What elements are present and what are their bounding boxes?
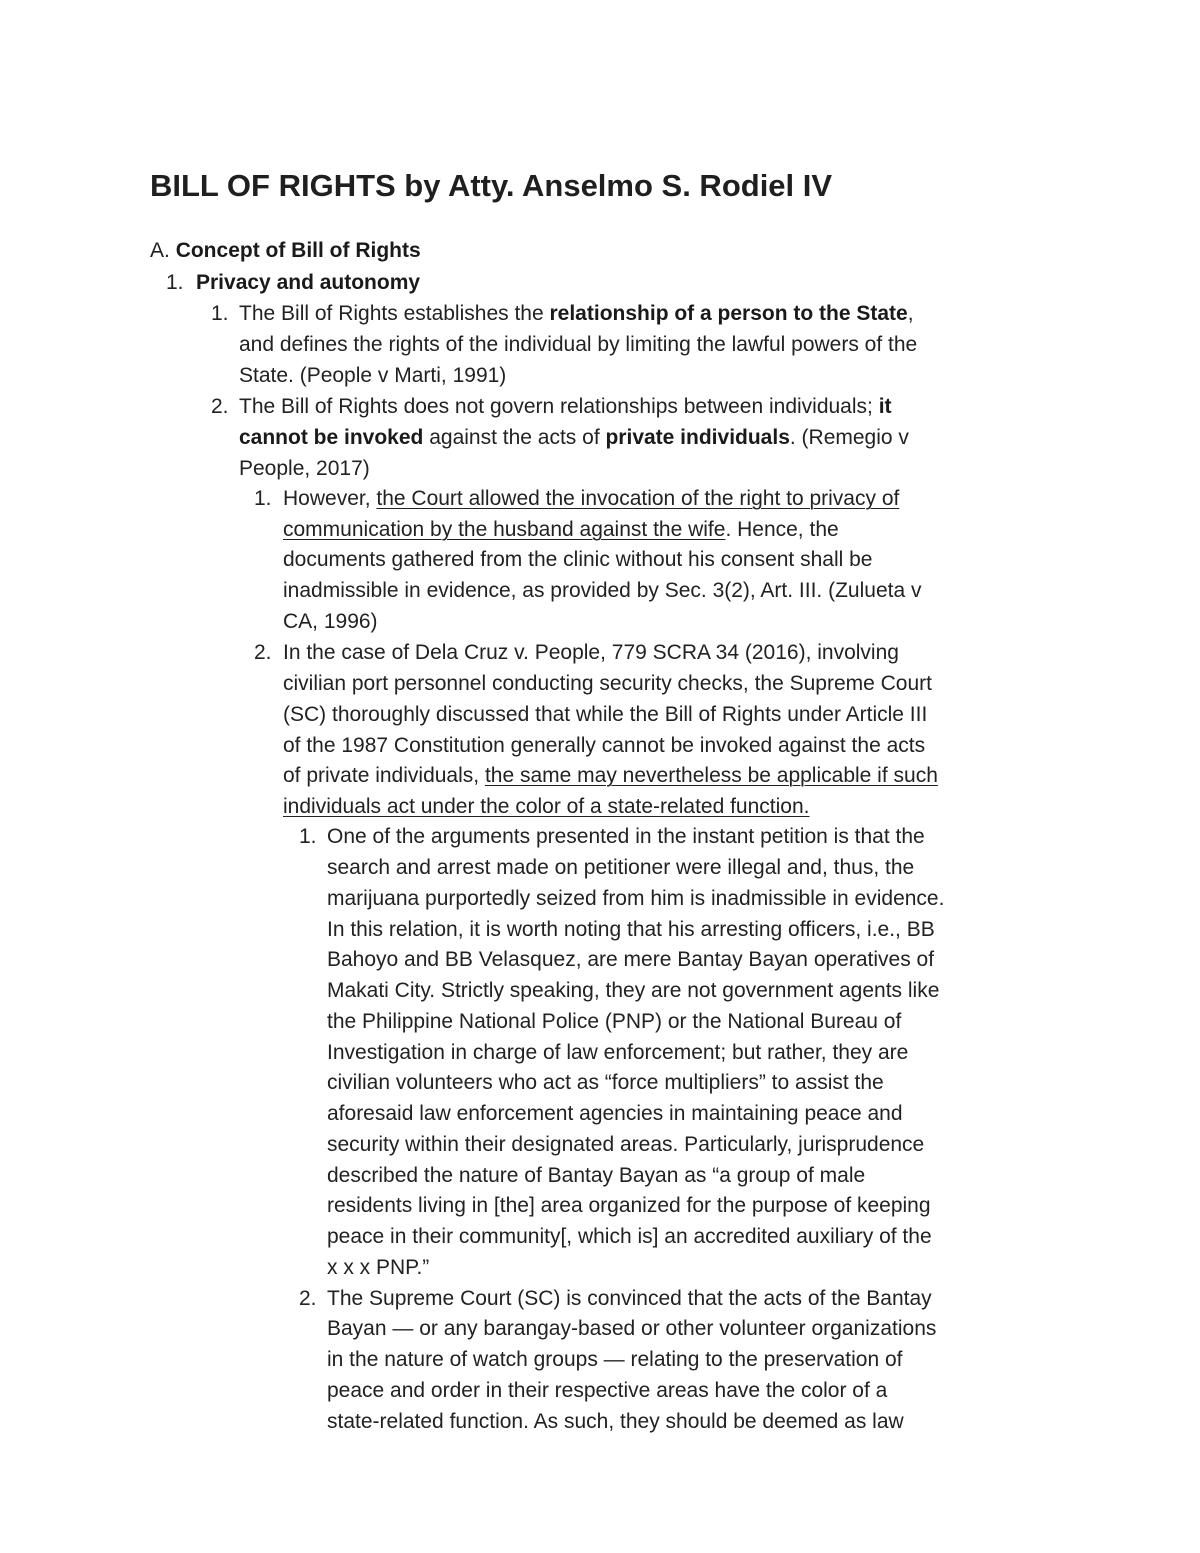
text-run: However, — [283, 487, 377, 510]
item-1-2-2-1-line-3: marijuana purportedly seized from him is inadmissible in evidence. — [327, 887, 945, 910]
item-1-2-2-1-line-15: x x x PNP.” — [327, 1256, 430, 1279]
item-1-2-2-line-3: (SC) thoroughly discussed that while the Bill of Rights under Article III — [283, 703, 928, 726]
text-run: The Bill of Rights does not govern relationships between individuals; — [239, 395, 879, 418]
item-1-2-marker: 2. — [211, 395, 229, 418]
item-1-2-2-line-1: In the case of Dela Cruz v. People, 779 SCRA 34 (2016), involving — [283, 641, 899, 664]
item-1-2-2-1-line-7: the Philippine National Police (PNP) or the National Bureau of — [327, 1010, 902, 1033]
item-1-2-line-3: People, 2017) — [239, 457, 370, 480]
item-1-2-2-1-line-11: security within their designated areas. Particularly, jurisprudence — [327, 1133, 925, 1156]
text-run: of private individuals, — [283, 764, 485, 787]
section-a-heading — [150, 236, 421, 266]
item-1-2-2-2-line-3: in the nature of watch groups — relating to the preservation of — [327, 1348, 903, 1371]
item-1-marker: 1. — [166, 271, 184, 294]
item-1-2-line-2 — [239, 423, 909, 453]
underlined-run: individuals act under the color of a state-related function. — [283, 795, 810, 818]
item-1-2-line-1 — [239, 392, 892, 422]
item-1-2-2-1-line-4: In this relation, it is worth noting that his arresting officers, i.e., BB — [327, 918, 935, 941]
item-1-2-2-2-line-4: peace and order in their respective areas have the color of a — [327, 1379, 888, 1402]
item-1-2-2-line-4: of the 1987 Constitution generally cannot be invoked against the acts — [283, 734, 926, 757]
item-1-2-2-1-line-10: aforesaid law enforcement agencies in maintaining peace and — [327, 1102, 903, 1125]
item-1-heading — [196, 268, 420, 298]
item-1-2-2-1-line-2: search and arrest made on petitioner were illegal and, thus, the — [327, 856, 915, 879]
item-1-title: Privacy and autonomy — [196, 271, 421, 294]
bold-run: private individuals — [605, 426, 790, 449]
item-1-2-1-line-3: documents gathered from the clinic without his consent shall be — [283, 548, 873, 571]
item-1-2-2-2-marker: 2. — [299, 1287, 317, 1310]
underlined-run: communication by the husband against the wife — [283, 518, 726, 541]
item-1-2-2-line-2: civilian port personnel conducting security checks, the Supreme Court — [283, 672, 932, 695]
item-1-2-1-line-2 — [283, 515, 839, 545]
item-1-2-2-1-line-8: Investigation in charge of law enforcement; but rather, they are — [327, 1041, 909, 1064]
item-1-2-1-marker: 1. — [254, 487, 272, 510]
item-1-2-2-2-line-1: The Supreme Court (SC) is convinced that the acts of the Bantay — [327, 1287, 932, 1310]
item-1-2-2-1-line-12: described the nature of Bantay Bayan as “a group of male — [327, 1164, 866, 1187]
text-run: , — [907, 302, 914, 325]
text-run: The Bill of Rights establishes the — [239, 302, 550, 325]
item-1-2-2-1-line-5: Bahoyo and BB Velasquez, are mere Bantay Bayan operatives of — [327, 948, 935, 971]
item-1-1-line-1 — [239, 299, 914, 329]
bold-run: relationship of a person to the State — [549, 302, 908, 325]
item-1-2-2-1-line-6: Makati City. Strictly speaking, they are not government agents like — [327, 979, 940, 1002]
item-1-2-2-1-line-13: residents living in [the] area organized for the purpose of keeping — [327, 1194, 931, 1217]
document-title: BILL OF RIGHTS by Atty. Anselmo S. Rodiel IV — [150, 168, 833, 203]
item-1-2-2-line-5 — [283, 761, 938, 791]
item-1-2-2-2-line-2: Bayan — or any barangay-based or other volunteer organizations — [327, 1317, 937, 1340]
section-a-title: Concept of Bill of Rights — [175, 239, 421, 262]
bold-run: it — [878, 395, 892, 418]
text-run: against the acts of — [423, 426, 606, 449]
item-1-2-1-line-1 — [283, 484, 899, 514]
item-1-1-line-2: and defines the rights of the individual by limiting the lawful powers of the — [239, 333, 918, 356]
item-1-1-marker: 1. — [211, 302, 229, 325]
item-1-2-1-line-4: inadmissible in evidence, as provided by Sec. 3(2), Art. III. (Zulueta v — [283, 579, 922, 602]
item-1-2-2-1-line-9: civilian volunteers who act as “force multipliers” to assist the — [327, 1071, 884, 1094]
bold-run: cannot be invoked — [239, 426, 424, 449]
item-1-2-2-1-line-14: peace in their community[, which is] an accredited auxiliary of the — [327, 1225, 932, 1248]
item-1-2-2-line-6 — [283, 792, 809, 822]
item-1-2-1-line-5: CA, 1996) — [283, 610, 378, 633]
item-1-1-line-3: State. (People v Marti, 1991) — [239, 364, 507, 387]
underlined-run: the Court allowed the invocation of the right to privacy of — [376, 487, 900, 510]
item-1-2-2-marker: 2. — [254, 641, 272, 664]
text-run: . Hence, the — [725, 518, 839, 541]
section-a-marker: A. — [150, 239, 170, 262]
item-1-2-2-2-line-5: state-related function. As such, they should be deemed as law — [327, 1410, 904, 1433]
item-1-2-2-1-marker: 1. — [299, 825, 317, 848]
item-1-2-2-1-line-1: One of the arguments presented in the instant petition is that the — [327, 825, 925, 848]
text-run: . (Remegio v — [789, 426, 909, 449]
underlined-run: the same may nevertheless be applicable if such — [484, 764, 938, 787]
